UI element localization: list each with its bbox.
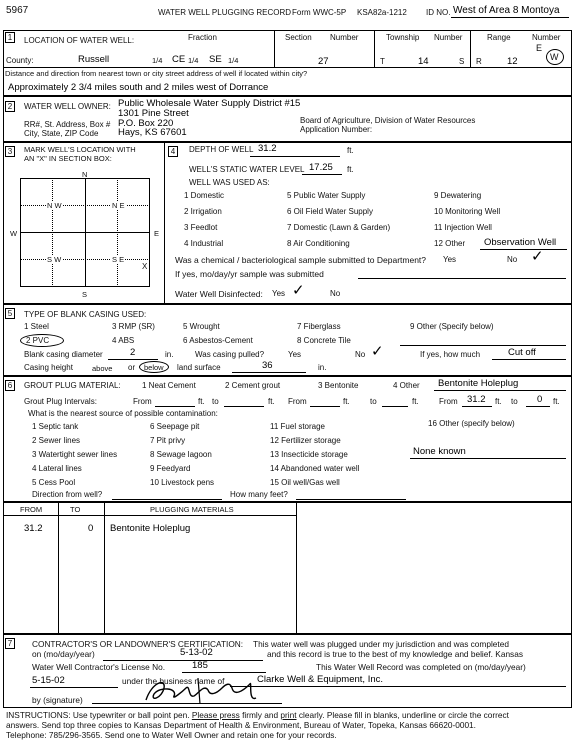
- height-in: in.: [318, 363, 327, 372]
- source-other[interactable]: 16 Other (specify below): [428, 419, 515, 428]
- fraction-label: Fraction: [188, 33, 217, 42]
- chem-sample-label: Was a chemical / bacteriological sample submitted to Department?: [175, 255, 427, 265]
- source-sewer[interactable]: 2 Sewer lines: [32, 436, 81, 445]
- county-value[interactable]: Russell: [78, 54, 110, 65]
- use-irrigation[interactable]: 2 Irrigation: [184, 207, 222, 216]
- instructions-text-d: print: [280, 710, 297, 720]
- table-header-to: TO: [70, 505, 81, 514]
- casing-asbestos[interactable]: 6 Asbestos-Cement: [183, 336, 253, 345]
- section-6-number: 6: [5, 380, 15, 391]
- source-septic[interactable]: 1 Septic tank: [32, 422, 79, 431]
- map-west: W: [10, 229, 18, 238]
- range-w: W: [550, 52, 559, 62]
- table-header-from: FROM: [20, 505, 43, 514]
- source-seepage[interactable]: 6 Seepage pit: [150, 422, 200, 431]
- instructions-line-3: Telephone: 785/296-3565. Send one to Water Well Owner and retain one for your records.: [6, 730, 337, 740]
- chem-no[interactable]: No: [507, 255, 518, 264]
- static-label: WELL'S STATIC WATER LEVEL: [189, 165, 305, 174]
- grout-bentonite[interactable]: 3 Bentonite: [318, 381, 359, 390]
- casing-concrete[interactable]: 8 Concrete Tile: [297, 336, 351, 345]
- source-watertight[interactable]: 3 Watertight sewer lines: [32, 450, 118, 459]
- use-air-conditioning[interactable]: 8 Air Conditioning: [287, 239, 350, 248]
- section-value[interactable]: 27: [318, 56, 329, 67]
- static-ft: ft.: [347, 165, 354, 174]
- signature-image: [138, 674, 268, 706]
- signature-label: by (signature): [32, 695, 83, 705]
- grout-other-value[interactable]: Bentonite Holeplug: [438, 378, 519, 389]
- source-livestock[interactable]: 10 Livestock pens: [150, 478, 215, 487]
- casing-fiberglass[interactable]: 7 Fiberglass: [297, 322, 341, 331]
- disinfected-no[interactable]: No: [330, 289, 341, 298]
- use-other-value[interactable]: Observation Well: [484, 237, 557, 248]
- check-mark-icon: ✓: [292, 282, 305, 299]
- section-label: Section: [285, 33, 312, 42]
- interval-from-value[interactable]: 31.2: [467, 394, 486, 405]
- cert-text: This water well was plugged under my jurisdiction and was completed: [253, 639, 509, 649]
- owner-street[interactable]: 1301 Pine Street: [118, 108, 189, 119]
- source-abandoned[interactable]: 14 Abandoned water well: [270, 464, 360, 473]
- casing-other[interactable]: 9 Other (Specify below): [410, 322, 494, 331]
- instructions-text-c: firmly and: [242, 710, 279, 720]
- cert-on-label: on (mo/day/year): [32, 649, 95, 659]
- page-number: 5967: [6, 5, 29, 16]
- ksa-number: KSA82a-1212: [357, 8, 407, 17]
- section-4-number: 4: [168, 146, 178, 157]
- section-2-number: 2: [5, 101, 15, 112]
- how-much-label: If yes, how much: [420, 350, 481, 359]
- range-e: E: [536, 43, 543, 53]
- grout-label: GROUT PLUG MATERIAL:: [24, 381, 121, 390]
- map-sw: S W: [47, 255, 62, 264]
- use-domestic[interactable]: 1 Domestic: [184, 191, 225, 200]
- height-value[interactable]: 36: [262, 360, 273, 371]
- cert-on-value[interactable]: 5-13-02: [180, 647, 213, 658]
- table-header-materials: PLUGGING MATERIALS: [150, 505, 234, 514]
- use-feedlot[interactable]: 3 Feedlot: [184, 223, 218, 232]
- use-other[interactable]: 12 Other: [434, 239, 466, 248]
- direction-label: Direction from well?: [32, 490, 103, 499]
- section-7-number: 7: [5, 638, 15, 649]
- city-label: City, State, ZIP Code: [24, 129, 99, 138]
- source-lateral[interactable]: 4 Lateral lines: [32, 464, 82, 473]
- owner-city[interactable]: Hays, KS 67601: [118, 127, 187, 138]
- how-much-value[interactable]: Cut off: [508, 347, 536, 358]
- section-1-number: 1: [5, 32, 15, 43]
- interval-3-ft2: ft.: [553, 397, 560, 406]
- interval-to-value[interactable]: 0: [537, 394, 543, 405]
- land-surface-label: land surface: [177, 363, 221, 372]
- section-number-label: Number: [330, 33, 359, 42]
- range-label: Range: [487, 33, 511, 42]
- diameter-label: Blank casing diameter: [24, 350, 103, 359]
- interval-3-ft: ft.: [495, 397, 502, 406]
- source-label: What is the nearest source of possible contamination:: [28, 409, 218, 418]
- table-cell-material[interactable]: Bentonite Holeplug: [110, 523, 191, 534]
- range-number-label: Number: [532, 33, 561, 42]
- use-public-supply[interactable]: 5 Public Water Supply: [287, 191, 366, 200]
- map-label-1: MARK WELL'S LOCATION WITH: [24, 145, 136, 154]
- height-below[interactable]: below: [144, 363, 164, 372]
- interval-3-from: From: [439, 397, 458, 406]
- quarter-2: 1/4: [188, 56, 199, 65]
- instructions-line-2: answers. Send top three copies to Kansas Department of Health & Environment, Bureau of Water, Topeka, Kansas 66620-0001.: [6, 720, 476, 730]
- pulled-yes[interactable]: Yes: [288, 350, 302, 359]
- depth-label: DEPTH OF WELL: [189, 145, 254, 154]
- cert-label: CONTRACTOR'S OR LANDOWNER'S CERTIFICATION:: [32, 639, 244, 649]
- map-label-2: AN "X" IN SECTION BOX:: [24, 154, 112, 163]
- use-industrial[interactable]: 4 Industrial: [184, 239, 224, 248]
- depth-value[interactable]: 31.2: [258, 143, 277, 154]
- well-location-mark: X: [142, 262, 148, 271]
- township-number-label: Number: [434, 33, 463, 42]
- instructions-line-1: [6, 711, 509, 719]
- board-label: Board of Agriculture, Division of Water Resources: [300, 116, 476, 125]
- owner-label: WATER WELL OWNER:: [24, 102, 111, 111]
- casing-abs[interactable]: 4 ABS: [112, 336, 135, 345]
- diameter-value[interactable]: 2: [130, 347, 136, 358]
- source-pit-privy[interactable]: 7 Pit privy: [150, 436, 186, 445]
- casing-wrought[interactable]: 5 Wrought: [183, 322, 220, 331]
- source-fertilizer[interactable]: 12 Fertilizer storage: [270, 436, 341, 445]
- section-5-number: 5: [5, 308, 15, 319]
- grout-cement[interactable]: 2 Cement grout: [225, 381, 281, 390]
- fraction-2[interactable]: SE: [209, 54, 222, 65]
- how-many-feet-label: How many feet?: [230, 490, 288, 499]
- use-oil-field[interactable]: 6 Oil Field Water Supply: [287, 207, 373, 216]
- source-other-value[interactable]: None known: [413, 446, 466, 457]
- fraction-1[interactable]: CE: [172, 54, 186, 65]
- use-injection[interactable]: 11 Injection Well: [434, 223, 492, 232]
- interval-1-from: From: [133, 397, 152, 406]
- id-label: ID NO.: [426, 8, 451, 17]
- range-r: R: [476, 57, 482, 66]
- casing-pvc[interactable]: 2 PVC: [26, 336, 50, 345]
- source-cess-pool[interactable]: 5 Cess Pool: [32, 478, 76, 487]
- plugging-table: [3, 502, 572, 634]
- use-lawn-garden[interactable]: 7 Domestic (Lawn & Garden): [287, 223, 391, 232]
- township-value[interactable]: 14: [418, 56, 429, 67]
- depth-ft: ft.: [347, 146, 354, 155]
- application-label: Application Number:: [300, 125, 373, 134]
- section-3-number: 3: [5, 146, 15, 157]
- map-ne: N E: [112, 201, 125, 210]
- chem-yes[interactable]: Yes: [443, 255, 457, 264]
- diameter-in: in.: [165, 350, 174, 359]
- township-t: T: [380, 57, 385, 66]
- address-label: RR#, St. Address, Box #: [24, 120, 111, 129]
- sample-date-label: If yes, mo/day/yr sample was submitted: [175, 269, 324, 279]
- interval-2-to: to: [370, 397, 377, 406]
- use-dewatering[interactable]: 9 Dewatering: [434, 191, 482, 200]
- disinfected-yes[interactable]: Yes: [272, 289, 286, 298]
- grout-neat-cement[interactable]: 1 Neat Cement: [142, 381, 196, 390]
- owner-box[interactable]: P.O. Box 220: [118, 118, 174, 129]
- use-monitoring[interactable]: 10 Monitoring Well: [434, 207, 501, 216]
- interval-2-ft: ft.: [343, 397, 350, 406]
- pulled-label: Was casing pulled?: [195, 350, 265, 359]
- township-s: S: [459, 57, 465, 66]
- location-label: LOCATION OF WATER WELL:: [24, 36, 135, 45]
- map-east: E: [154, 229, 160, 238]
- source-lagoon[interactable]: 8 Sewage lagoon: [150, 450, 212, 459]
- township-label: Township: [386, 33, 420, 42]
- interval-2-ft2: ft.: [412, 397, 419, 406]
- disinfected-label: Water Well Disinfected:: [175, 289, 263, 299]
- interval-3-to: to: [511, 397, 518, 406]
- interval-2-from: From: [288, 397, 307, 406]
- quarter-3: 1/4: [228, 56, 239, 65]
- completed-text: This Water Well Record was completed on (mo/day/year): [316, 662, 526, 672]
- county-label: County:: [6, 56, 34, 65]
- form-number: Form WWC-5P: [292, 8, 347, 17]
- source-insecticide[interactable]: 13 Insecticide storage: [270, 450, 348, 459]
- map-se: S E: [112, 255, 125, 264]
- form-title: WATER WELL PLUGGING RECORD: [158, 8, 292, 17]
- table-cell-to[interactable]: 0: [88, 523, 94, 534]
- height-label: Casing height: [24, 363, 73, 372]
- check-mark-icon: ✓: [371, 343, 384, 360]
- owner-name[interactable]: Public Wholesale Water Supply District #15: [118, 98, 301, 109]
- quarter-1: 1/4: [152, 56, 163, 65]
- interval-1-ft2: ft.: [268, 397, 275, 406]
- interval-1-ft: ft.: [198, 397, 205, 406]
- map-nw: N W: [47, 201, 62, 210]
- instructions-text-a: INSTRUCTIONS: Use typewriter or ball point pen.: [6, 710, 190, 720]
- source-fuel[interactable]: 11 Fuel storage: [270, 422, 325, 431]
- table-cell-from[interactable]: 31.2: [24, 523, 43, 534]
- license-value[interactable]: 185: [192, 660, 208, 671]
- pulled-no[interactable]: No: [355, 350, 366, 359]
- source-oil-gas[interactable]: 15 Oil well/Gas well: [270, 478, 340, 487]
- static-value[interactable]: 17.25: [309, 162, 333, 173]
- intervals-label: Grout Plug Intervals:: [24, 397, 97, 406]
- range-value[interactable]: 12: [507, 56, 518, 67]
- casing-type-label: TYPE OF BLANK CASING USED:: [24, 310, 147, 319]
- business-label: under the business name of: [122, 676, 225, 686]
- id-value[interactable]: West of Area 8 Montoya: [453, 5, 560, 16]
- license-label: Water Well Contractor's License No.: [32, 662, 165, 672]
- distance-value[interactable]: Approximately 2 3/4 miles south and 2 miles west of Dorrance: [8, 82, 269, 93]
- casing-steel[interactable]: 1 Steel: [24, 322, 49, 331]
- instructions-text-e: clearly. Please fill in blanks, underline or circle the correct: [298, 710, 509, 720]
- grout-other[interactable]: 4 Other: [393, 381, 420, 390]
- interval-1-to: to: [212, 397, 219, 406]
- completed-value[interactable]: 5-15-02: [32, 675, 65, 686]
- used-label: WELL WAS USED AS:: [189, 178, 270, 187]
- casing-rmp[interactable]: 3 RMP (SR): [112, 322, 155, 331]
- instructions-text-b: Please press: [191, 710, 240, 720]
- source-feedyard[interactable]: 9 Feedyard: [150, 464, 191, 473]
- map-north: N: [82, 170, 88, 179]
- height-or: or: [128, 363, 136, 372]
- height-above[interactable]: above: [92, 364, 113, 373]
- map-south: S: [82, 290, 88, 299]
- distance-label: Distance and direction from nearest town or city street address of well if located within city?: [5, 69, 308, 78]
- cert-true-text: and this record is true to the best of my knowledge and belief. Kansas: [267, 649, 523, 659]
- check-mark-icon: ✓: [531, 248, 544, 265]
- business-value[interactable]: Clarke Well & Equipment, Inc.: [257, 674, 384, 685]
